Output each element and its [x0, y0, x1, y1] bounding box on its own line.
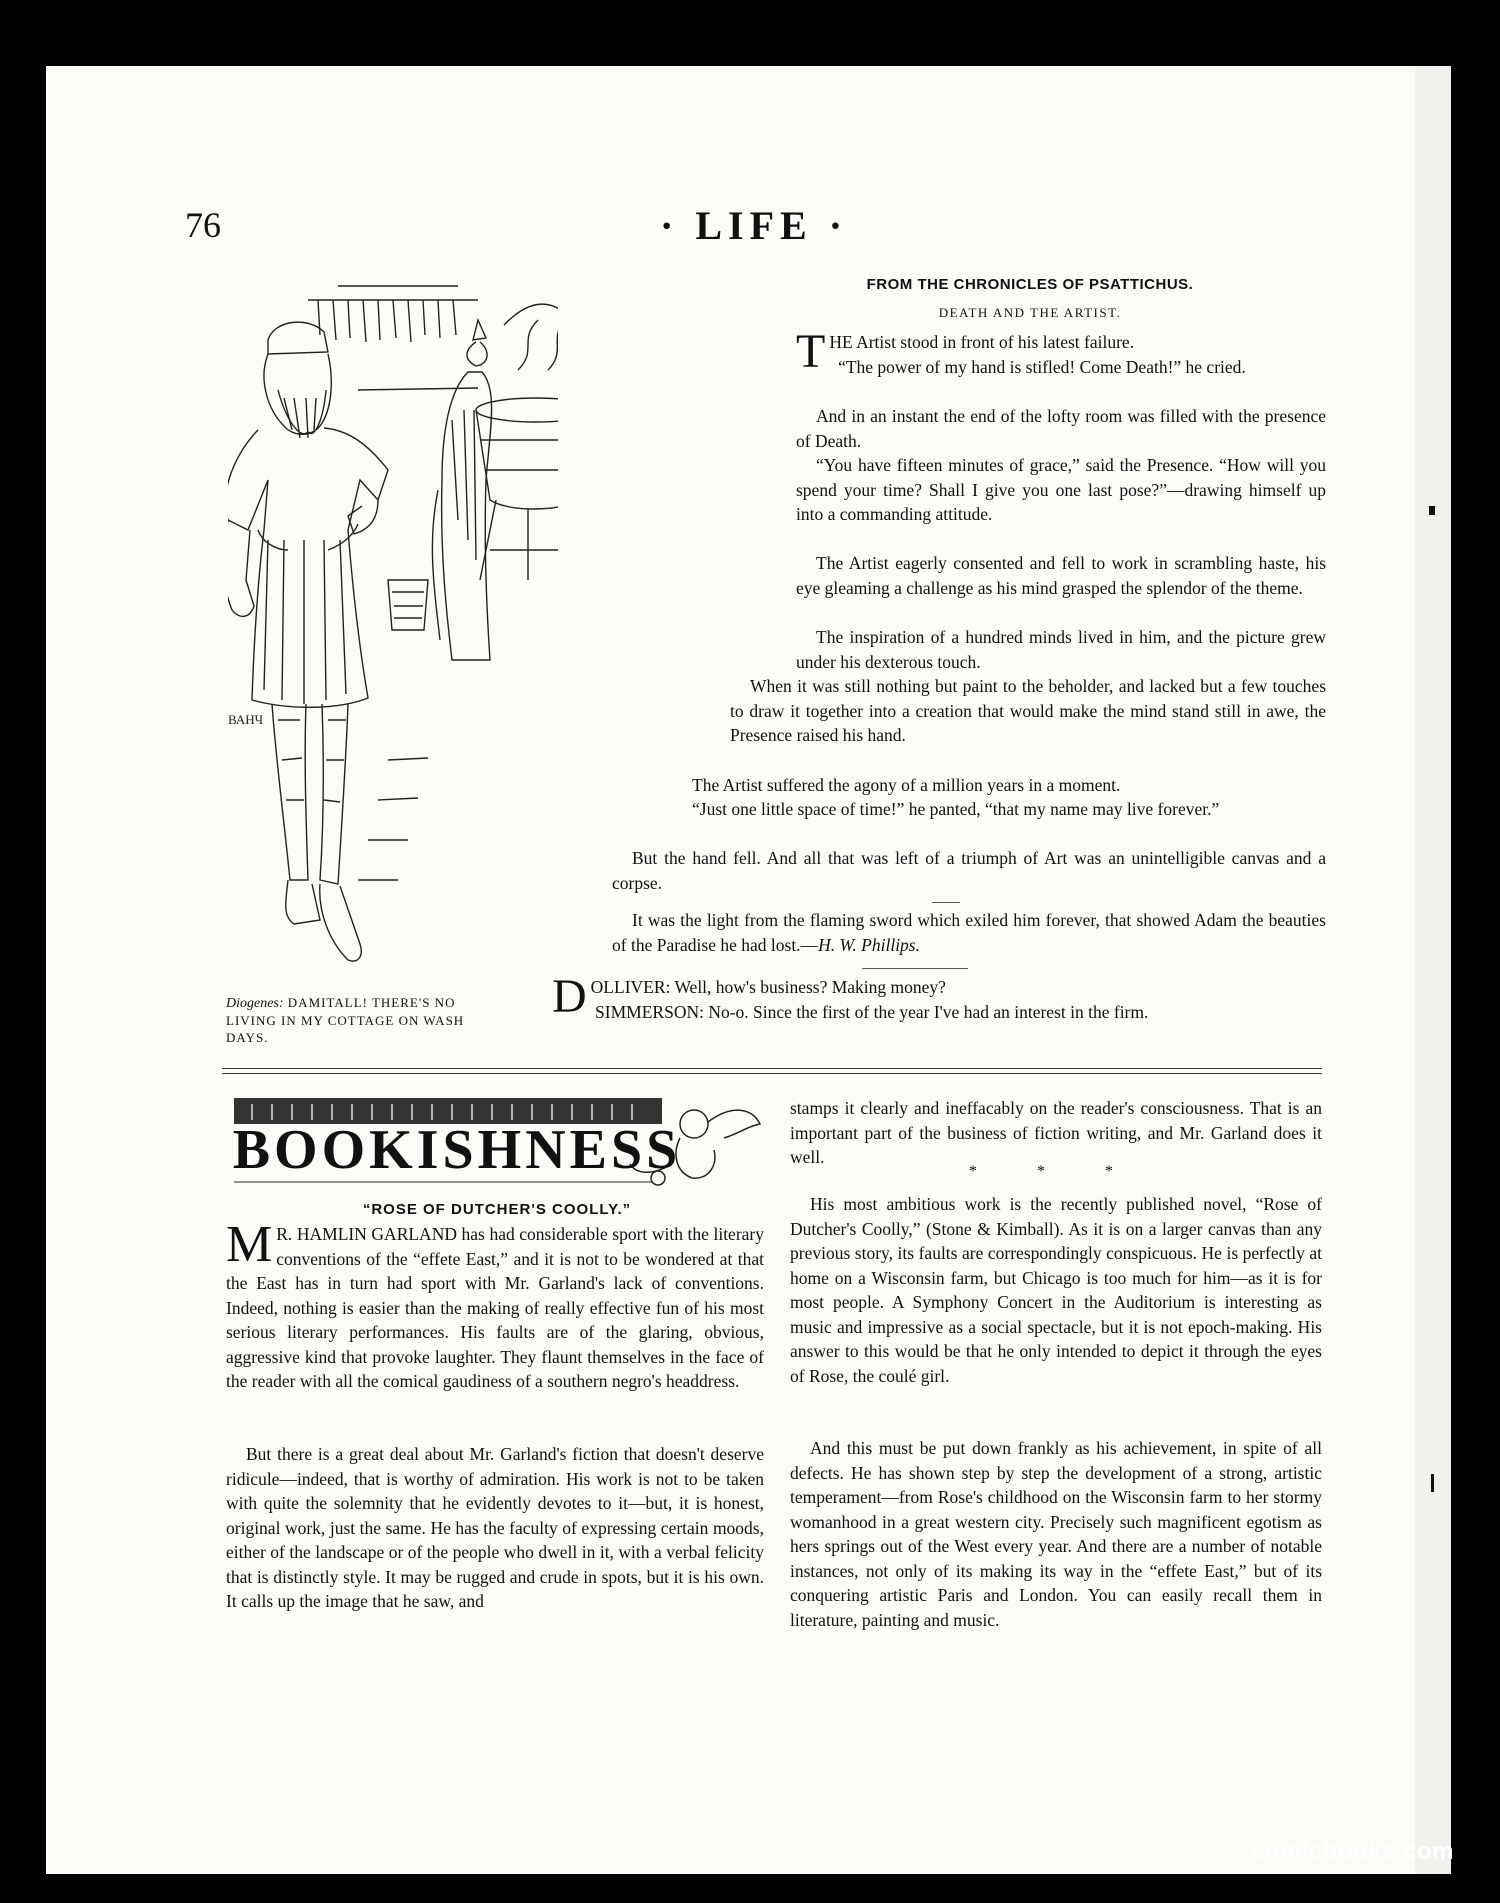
review-col2-para1: stamps it clearly and ineffacably on the reader's consciousness. That is an important part of the business of fiction writing, and Mr. Garland does it well.	[790, 1098, 1322, 1167]
story-author: H. W. Phillips.	[818, 934, 920, 955]
page-number: 76	[185, 205, 221, 245]
bookishness-title: BOOKISHNESS	[232, 1119, 682, 1181]
artist-signature: ВАНЧ	[228, 712, 264, 727]
story-subheading: DEATH AND THE ARTIST.	[938, 305, 1122, 320]
story-coda: It was the light from the flaming sword which exiled him forever, that showed Adam the beauties of the Paradise he had lost.—H. W. Phillips.	[612, 910, 1326, 955]
story-paragraph: “Just one little space of time!” he panted, “that my name may live forever.”	[692, 799, 1220, 819]
caption-text: DAMITALL! THERE'S NO LIVING IN MY COTTAGE ON WASH DAYS.	[226, 995, 465, 1045]
section-stars: * * *	[969, 1163, 1141, 1180]
drop-cap-t: T	[796, 325, 826, 378]
story-paragraph: The Artist suffered the agony of a million years in a moment.	[692, 775, 1121, 795]
story-paragraph: And in an instant the end of the lofty room was filled with the presence of Death.	[796, 406, 1326, 451]
section-rule-bottom	[222, 1073, 1322, 1074]
drop-cap-d: D	[552, 970, 587, 1023]
divider	[862, 968, 968, 969]
review-col1-para2: But there is a great deal about Mr. Garland's fiction that doesn't deserve ridicule—indeed, that is worthy of admiration. His work is not to be taken with quite the solemnity that he evidently devotes to it—but, it is honest, original work, just the same. He has the faculty of expressing certain moods, either of the landscape or of the people who dwell in it, with a verbal felicity that is distinctly style. It may be rugged and crude in spots, but it is his own. It calls up the image that he saw, and	[226, 1444, 764, 1611]
story-first-paragraph: THE Artist stood in front of his latest failure. “The power of my hand is stifled! Come Death!” he cried.	[796, 325, 1246, 378]
dialogue-joke: DOLLIVER: Well, how's business? Making money? SIMMERSON: No-o. Since the first of the year I've had an interest in the firm.	[552, 970, 1149, 1023]
drop-cap-m: M	[226, 1216, 273, 1273]
illustration-caption	[226, 994, 496, 1046]
review-col2-para3: And this must be put down frankly as his achievement, in spite of all defects. He has shown step by step the development of a strong, artistic temperament—from Rose's childhood on the Wisconsin farm to her stormy womanhood in a great western city. Precisely such magnificent egotism as hers springs out of the West every year. And there are a number of notable instances, not only of its making its way in the “effete East,” but of its conquering artistic Paris and London. You can easily recall them in literature, painting and music.	[790, 1438, 1322, 1630]
story-heading: FROM THE CHRONICLES OF PSATTICHUS.	[866, 276, 1194, 293]
story-paragraph: The Artist eagerly consented and fell to work in scrambling haste, his eye gleaming a challenge as his mind grasped the splendor of the theme.	[796, 553, 1326, 598]
facing-page-edge	[1415, 66, 1451, 1874]
review-col2-para2: His most ambitious work is the recently published novel, “Rose of Dutcher's Coolly,” (Stone & Kimball). As it is on a larger canvas than any previous story, its faults are correspondingly conspicuous. He is perfectly at home on a Wisconsin farm, but Chicago is too much for him—as it is for most people. A Symphony Concert in the Auditorium is interesting as music and impressive as a social spectacle, but it is not epoch-making. His answer to this would be that he only intended to depict it through the eyes of Rose, the coulé girl.	[790, 1194, 1322, 1386]
review-col1-para1: M R. HAMLIN GARLAND has had considerable sport with the literary conventions of the “effete East,” and it is not to be wondered at that the East has in turn had sport with Mr. Garland's lack of conventions. Indeed, nothing is easier than the making of really effective fun of his most serious literary performances. His faults are of the glaring, obvious, aggressive kind that provoke laughter. They flaunt themselves in the face of the reader with all the comical gaudiness of a southern negro's headdress.	[226, 1216, 764, 1391]
masthead: · LIFE ·	[660, 203, 849, 248]
story-paragraph: The inspiration of a hundred minds lived in him, and the picture grew under his dexterous touch.	[796, 627, 1326, 672]
story-paragraph: “You have fifteen minutes of grace,” said the Presence. “How will you spend your time? Shall I give you one last pose?”—drawing himself up into a commanding attitude.	[796, 455, 1326, 524]
caption-speaker: Diogenes:	[226, 996, 284, 1011]
bookishness-banner	[232, 1094, 762, 1194]
story-paragraph: But the hand fell. And all that was left of a triumph of Art was an unintelligible canvas and a corpse.	[612, 848, 1326, 893]
diogenes-illustration	[228, 280, 558, 970]
story-paragraph: When it was still nothing but paint to the beholder, and lacked but a few touches to draw it together into a creation that would make the mind stand still in awe, the Presence raised his hand.	[730, 676, 1326, 745]
site-watermark: comicbooks.com	[1250, 1838, 1454, 1865]
divider	[932, 902, 960, 903]
review-title: “ROSE OF DUTCHER'S COOLLY.”	[362, 1201, 632, 1218]
section-rule-top	[222, 1068, 1322, 1069]
